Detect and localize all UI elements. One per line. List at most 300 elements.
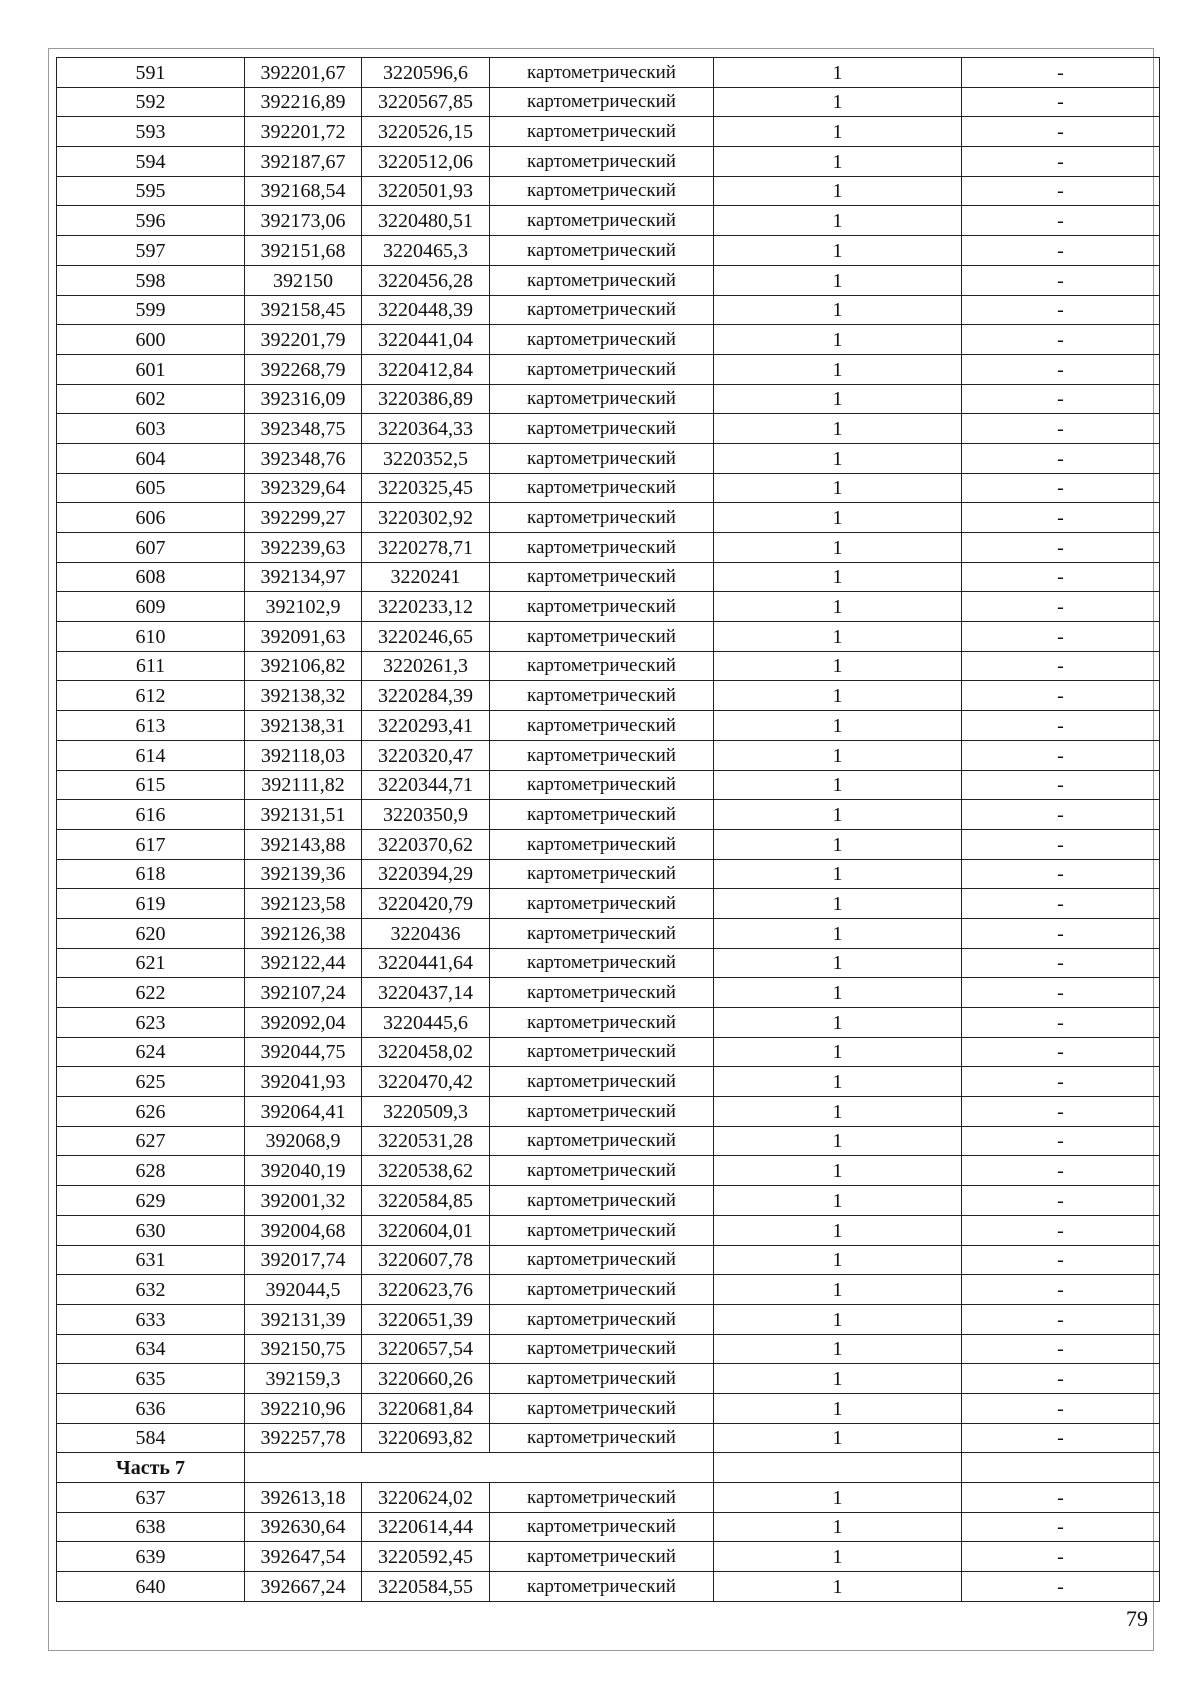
y-coordinate-cell: 3220501,93: [362, 176, 490, 206]
x-coordinate-cell: 392118,03: [245, 740, 362, 770]
precision-cell: 1: [714, 681, 962, 711]
note-cell: -: [962, 206, 1160, 236]
method-cell: картометрический: [490, 1245, 714, 1275]
y-coordinate-cell: 3220325,45: [362, 473, 490, 503]
note-cell: -: [962, 1423, 1160, 1453]
x-coordinate-cell: 392001,32: [245, 1186, 362, 1216]
y-coordinate-cell: 3220352,5: [362, 443, 490, 473]
point-number-cell: 624: [57, 1037, 245, 1067]
table-row: [57, 443, 1160, 473]
table-row: [57, 622, 1160, 652]
precision-cell: 1: [714, 740, 962, 770]
note-cell: -: [962, 740, 1160, 770]
x-coordinate-cell: 392138,32: [245, 681, 362, 711]
note-cell: -: [962, 1542, 1160, 1572]
method-cell: картометрический: [490, 473, 714, 503]
method-cell: картометрический: [490, 1186, 714, 1216]
note-cell: -: [962, 1483, 1160, 1513]
method-cell: картометрический: [490, 1097, 714, 1127]
note-cell: -: [962, 1304, 1160, 1334]
method-cell: картометрический: [490, 740, 714, 770]
method-cell: картометрический: [490, 1126, 714, 1156]
point-number-cell: 594: [57, 147, 245, 177]
precision-cell: 1: [714, 1334, 962, 1364]
x-coordinate-cell: 392126,38: [245, 918, 362, 948]
table-row: [57, 206, 1160, 236]
method-cell: картометрический: [490, 265, 714, 295]
method-cell: картометрический: [490, 889, 714, 919]
x-coordinate-cell: 392348,76: [245, 443, 362, 473]
precision-cell: 1: [714, 1245, 962, 1275]
note-cell: -: [962, 859, 1160, 889]
note-cell: -: [962, 711, 1160, 741]
y-coordinate-cell: 3220681,84: [362, 1393, 490, 1423]
precision-cell: 1: [714, 206, 962, 236]
y-coordinate-cell: 3220470,42: [362, 1067, 490, 1097]
table-row: [57, 1126, 1160, 1156]
y-coordinate-cell: 3220394,29: [362, 859, 490, 889]
note-cell: -: [962, 533, 1160, 563]
method-cell: картометрический: [490, 1304, 714, 1334]
coordinates-table: [56, 57, 1160, 1602]
table-row: [57, 948, 1160, 978]
x-coordinate-cell: 392041,93: [245, 1067, 362, 1097]
x-coordinate-cell: 392150,75: [245, 1334, 362, 1364]
note-cell: -: [962, 1364, 1160, 1394]
precision-cell: 1: [714, 1186, 962, 1216]
note-cell: -: [962, 147, 1160, 177]
precision-cell: 1: [714, 1037, 962, 1067]
note-cell: -: [962, 1245, 1160, 1275]
empty-cell: [962, 1453, 1160, 1483]
point-number-cell: 600: [57, 325, 245, 355]
table-row: [57, 592, 1160, 622]
note-cell: -: [962, 58, 1160, 88]
precision-cell: 1: [714, 829, 962, 859]
x-coordinate-cell: 392159,3: [245, 1364, 362, 1394]
y-coordinate-cell: 3220651,39: [362, 1304, 490, 1334]
table-row: [57, 1423, 1160, 1453]
y-coordinate-cell: 3220441,64: [362, 948, 490, 978]
y-coordinate-cell: 3220370,62: [362, 829, 490, 859]
point-number-cell: 602: [57, 384, 245, 414]
precision-cell: 1: [714, 1542, 962, 1572]
precision-cell: 1: [714, 384, 962, 414]
empty-cell: [245, 1453, 714, 1483]
precision-cell: 1: [714, 651, 962, 681]
method-cell: картометрический: [490, 1393, 714, 1423]
note-cell: -: [962, 384, 1160, 414]
y-coordinate-cell: 3220456,28: [362, 265, 490, 295]
point-number-cell: 627: [57, 1126, 245, 1156]
point-number-cell: 604: [57, 443, 245, 473]
point-number-cell: 638: [57, 1512, 245, 1542]
precision-cell: 1: [714, 889, 962, 919]
empty-cell: [714, 1453, 962, 1483]
precision-cell: 1: [714, 414, 962, 444]
note-cell: -: [962, 236, 1160, 266]
table-row: [57, 1483, 1160, 1513]
table-row: [57, 58, 1160, 88]
point-number-cell: 614: [57, 740, 245, 770]
note-cell: -: [962, 1037, 1160, 1067]
method-cell: картометрический: [490, 948, 714, 978]
point-number-cell: 628: [57, 1156, 245, 1186]
precision-cell: 1: [714, 562, 962, 592]
precision-cell: 1: [714, 918, 962, 948]
y-coordinate-cell: 3220320,47: [362, 740, 490, 770]
point-number-cell: 595: [57, 176, 245, 206]
point-number-cell: 620: [57, 918, 245, 948]
x-coordinate-cell: 392134,97: [245, 562, 362, 592]
precision-cell: 1: [714, 1126, 962, 1156]
note-cell: -: [962, 622, 1160, 652]
point-number-cell: 601: [57, 354, 245, 384]
method-cell: картометрический: [490, 117, 714, 147]
x-coordinate-cell: 392216,89: [245, 87, 362, 117]
point-number-cell: 630: [57, 1215, 245, 1245]
table-row: [57, 414, 1160, 444]
y-coordinate-cell: 3220436: [362, 918, 490, 948]
precision-cell: 1: [714, 147, 962, 177]
table-row: [57, 918, 1160, 948]
note-cell: -: [962, 1393, 1160, 1423]
point-number-cell: 619: [57, 889, 245, 919]
x-coordinate-cell: 392122,44: [245, 948, 362, 978]
table-row: [57, 1156, 1160, 1186]
table-row: [57, 1008, 1160, 1038]
table-row: [57, 1186, 1160, 1216]
table-row: [57, 147, 1160, 177]
y-coordinate-cell: 3220538,62: [362, 1156, 490, 1186]
point-number-cell: 591: [57, 58, 245, 88]
table-row: [57, 176, 1160, 206]
y-coordinate-cell: 3220350,9: [362, 800, 490, 830]
note-cell: -: [962, 354, 1160, 384]
method-cell: картометрический: [490, 1156, 714, 1186]
table-row: [57, 800, 1160, 830]
precision-cell: 1: [714, 176, 962, 206]
y-coordinate-cell: 3220604,01: [362, 1215, 490, 1245]
precision-cell: 1: [714, 503, 962, 533]
y-coordinate-cell: 3220364,33: [362, 414, 490, 444]
point-number-cell: 635: [57, 1364, 245, 1394]
note-cell: -: [962, 889, 1160, 919]
method-cell: картометрический: [490, 1215, 714, 1245]
point-number-cell: 633: [57, 1304, 245, 1334]
precision-cell: 1: [714, 58, 962, 88]
part-header-row: [57, 1453, 1160, 1483]
page-number: 79: [1126, 1606, 1148, 1631]
x-coordinate-cell: 392123,58: [245, 889, 362, 919]
precision-cell: 1: [714, 1156, 962, 1186]
point-number-cell: 606: [57, 503, 245, 533]
point-number-cell: 634: [57, 1334, 245, 1364]
method-cell: картометрический: [490, 1008, 714, 1038]
precision-cell: 1: [714, 592, 962, 622]
note-cell: -: [962, 948, 1160, 978]
y-coordinate-cell: 3220241: [362, 562, 490, 592]
method-cell: картометрический: [490, 206, 714, 236]
x-coordinate-cell: 392201,79: [245, 325, 362, 355]
y-coordinate-cell: 3220344,71: [362, 770, 490, 800]
note-cell: -: [962, 651, 1160, 681]
precision-cell: 1: [714, 1512, 962, 1542]
table-row: [57, 1334, 1160, 1364]
table-row: [57, 1097, 1160, 1127]
method-cell: картометрический: [490, 1483, 714, 1513]
x-coordinate-cell: 392667,24: [245, 1572, 362, 1602]
x-coordinate-cell: 392210,96: [245, 1393, 362, 1423]
x-coordinate-cell: 392613,18: [245, 1483, 362, 1513]
precision-cell: 1: [714, 1364, 962, 1394]
precision-cell: 1: [714, 1304, 962, 1334]
y-coordinate-cell: 3220567,85: [362, 87, 490, 117]
precision-cell: 1: [714, 859, 962, 889]
x-coordinate-cell: 392151,68: [245, 236, 362, 266]
point-number-cell: 599: [57, 295, 245, 325]
point-number-cell: 631: [57, 1245, 245, 1275]
precision-cell: 1: [714, 265, 962, 295]
precision-cell: 1: [714, 1572, 962, 1602]
note-cell: -: [962, 1156, 1160, 1186]
precision-cell: 1: [714, 295, 962, 325]
point-number-cell: 617: [57, 829, 245, 859]
note-cell: -: [962, 1215, 1160, 1245]
table-row: [57, 1512, 1160, 1542]
y-coordinate-cell: 3220445,6: [362, 1008, 490, 1038]
point-number-cell: 592: [57, 87, 245, 117]
y-coordinate-cell: 3220596,6: [362, 58, 490, 88]
point-number-cell: 613: [57, 711, 245, 741]
y-coordinate-cell: 3220624,02: [362, 1483, 490, 1513]
note-cell: -: [962, 1097, 1160, 1127]
precision-cell: 1: [714, 1423, 962, 1453]
y-coordinate-cell: 3220509,3: [362, 1097, 490, 1127]
table-row: [57, 889, 1160, 919]
y-coordinate-cell: 3220526,15: [362, 117, 490, 147]
note-cell: -: [962, 473, 1160, 503]
note-cell: -: [962, 829, 1160, 859]
point-number-cell: 597: [57, 236, 245, 266]
table-row: [57, 1393, 1160, 1423]
x-coordinate-cell: 392257,78: [245, 1423, 362, 1453]
point-number-cell: 616: [57, 800, 245, 830]
x-coordinate-cell: 392091,63: [245, 622, 362, 652]
method-cell: картометрический: [490, 384, 714, 414]
note-cell: -: [962, 503, 1160, 533]
method-cell: картометрический: [490, 562, 714, 592]
note-cell: -: [962, 414, 1160, 444]
point-number-cell: 626: [57, 1097, 245, 1127]
precision-cell: 1: [714, 800, 962, 830]
method-cell: картометрический: [490, 443, 714, 473]
note-cell: -: [962, 592, 1160, 622]
y-coordinate-cell: 3220302,92: [362, 503, 490, 533]
method-cell: картометрический: [490, 354, 714, 384]
x-coordinate-cell: 392040,19: [245, 1156, 362, 1186]
table-row: [57, 1364, 1160, 1394]
note-cell: -: [962, 978, 1160, 1008]
y-coordinate-cell: 3220584,55: [362, 1572, 490, 1602]
y-coordinate-cell: 3220660,26: [362, 1364, 490, 1394]
precision-cell: 1: [714, 354, 962, 384]
table-row: [57, 265, 1160, 295]
table-row: [57, 651, 1160, 681]
precision-cell: 1: [714, 325, 962, 355]
point-number-cell: 621: [57, 948, 245, 978]
precision-cell: 1: [714, 1067, 962, 1097]
note-cell: -: [962, 1126, 1160, 1156]
y-coordinate-cell: 3220246,65: [362, 622, 490, 652]
point-number-cell: 625: [57, 1067, 245, 1097]
x-coordinate-cell: 392106,82: [245, 651, 362, 681]
method-cell: картометрический: [490, 1542, 714, 1572]
note-cell: -: [962, 1334, 1160, 1364]
y-coordinate-cell: 3220261,3: [362, 651, 490, 681]
method-cell: картометрический: [490, 87, 714, 117]
x-coordinate-cell: 392158,45: [245, 295, 362, 325]
method-cell: картометрический: [490, 770, 714, 800]
method-cell: картометрический: [490, 414, 714, 444]
table-row: [57, 562, 1160, 592]
table-row: [57, 1304, 1160, 1334]
x-coordinate-cell: 392102,9: [245, 592, 362, 622]
x-coordinate-cell: 392107,24: [245, 978, 362, 1008]
method-cell: картометрический: [490, 918, 714, 948]
method-cell: картометрический: [490, 1067, 714, 1097]
method-cell: картометрический: [490, 1334, 714, 1364]
method-cell: картометрический: [490, 147, 714, 177]
precision-cell: 1: [714, 236, 962, 266]
point-number-cell: 640: [57, 1572, 245, 1602]
point-number-cell: 611: [57, 651, 245, 681]
y-coordinate-cell: 3220386,89: [362, 384, 490, 414]
x-coordinate-cell: 392329,64: [245, 473, 362, 503]
note-cell: -: [962, 1512, 1160, 1542]
method-cell: картометрический: [490, 1364, 714, 1394]
table-row: [57, 1275, 1160, 1305]
y-coordinate-cell: 3220592,45: [362, 1542, 490, 1572]
precision-cell: 1: [714, 473, 962, 503]
y-coordinate-cell: 3220623,76: [362, 1275, 490, 1305]
y-coordinate-cell: 3220448,39: [362, 295, 490, 325]
note-cell: -: [962, 87, 1160, 117]
point-number-cell: 612: [57, 681, 245, 711]
table-row: [57, 978, 1160, 1008]
point-number-cell: 598: [57, 265, 245, 295]
x-coordinate-cell: 392044,5: [245, 1275, 362, 1305]
point-number-cell: 623: [57, 1008, 245, 1038]
x-coordinate-cell: 392017,74: [245, 1245, 362, 1275]
precision-cell: 1: [714, 978, 962, 1008]
y-coordinate-cell: 3220233,12: [362, 592, 490, 622]
precision-cell: 1: [714, 948, 962, 978]
point-number-cell: 603: [57, 414, 245, 444]
point-number-cell: 636: [57, 1393, 245, 1423]
method-cell: картометрический: [490, 295, 714, 325]
point-number-cell: 618: [57, 859, 245, 889]
x-coordinate-cell: 392268,79: [245, 354, 362, 384]
precision-cell: 1: [714, 622, 962, 652]
note-cell: -: [962, 681, 1160, 711]
y-coordinate-cell: 3220512,06: [362, 147, 490, 177]
y-coordinate-cell: 3220293,41: [362, 711, 490, 741]
y-coordinate-cell: 3220607,78: [362, 1245, 490, 1275]
table-row: [57, 829, 1160, 859]
method-cell: картометрический: [490, 829, 714, 859]
table-row: [57, 87, 1160, 117]
precision-cell: 1: [714, 1393, 962, 1423]
method-cell: картометрический: [490, 533, 714, 563]
point-number-cell: 607: [57, 533, 245, 563]
coordinates-table-body: [57, 58, 1160, 1602]
method-cell: картометрический: [490, 592, 714, 622]
note-cell: -: [962, 325, 1160, 355]
point-number-cell: 605: [57, 473, 245, 503]
x-coordinate-cell: 392630,64: [245, 1512, 362, 1542]
y-coordinate-cell: 3220531,28: [362, 1126, 490, 1156]
note-cell: -: [962, 1186, 1160, 1216]
y-coordinate-cell: 3220480,51: [362, 206, 490, 236]
table-row: [57, 1215, 1160, 1245]
table-row: [57, 503, 1160, 533]
y-coordinate-cell: 3220437,14: [362, 978, 490, 1008]
point-number-cell: 593: [57, 117, 245, 147]
note-cell: -: [962, 295, 1160, 325]
method-cell: картометрический: [490, 681, 714, 711]
table-row: [57, 859, 1160, 889]
table-row: [57, 384, 1160, 414]
note-cell: -: [962, 1275, 1160, 1305]
point-number-cell: 639: [57, 1542, 245, 1572]
point-number-cell: 608: [57, 562, 245, 592]
x-coordinate-cell: 392201,72: [245, 117, 362, 147]
point-number-cell: 584: [57, 1423, 245, 1453]
note-cell: -: [962, 176, 1160, 206]
x-coordinate-cell: 392299,27: [245, 503, 362, 533]
point-number-cell: 632: [57, 1275, 245, 1305]
method-cell: картометрический: [490, 711, 714, 741]
x-coordinate-cell: 392131,51: [245, 800, 362, 830]
x-coordinate-cell: 392150: [245, 265, 362, 295]
note-cell: -: [962, 770, 1160, 800]
x-coordinate-cell: 392131,39: [245, 1304, 362, 1334]
x-coordinate-cell: 392143,88: [245, 829, 362, 859]
note-cell: -: [962, 117, 1160, 147]
precision-cell: 1: [714, 1275, 962, 1305]
x-coordinate-cell: 392168,54: [245, 176, 362, 206]
precision-cell: 1: [714, 1483, 962, 1513]
y-coordinate-cell: 3220465,3: [362, 236, 490, 266]
note-cell: -: [962, 1572, 1160, 1602]
x-coordinate-cell: 392004,68: [245, 1215, 362, 1245]
part-label: Часть 7: [57, 1453, 245, 1483]
table-row: [57, 770, 1160, 800]
x-coordinate-cell: 392044,75: [245, 1037, 362, 1067]
x-coordinate-cell: 392064,41: [245, 1097, 362, 1127]
table-row: [57, 473, 1160, 503]
table-row: [57, 681, 1160, 711]
y-coordinate-cell: 3220284,39: [362, 681, 490, 711]
x-coordinate-cell: 392139,36: [245, 859, 362, 889]
table-row: [57, 354, 1160, 384]
x-coordinate-cell: 392239,63: [245, 533, 362, 563]
x-coordinate-cell: 392173,06: [245, 206, 362, 236]
point-number-cell: 622: [57, 978, 245, 1008]
precision-cell: 1: [714, 87, 962, 117]
note-cell: -: [962, 800, 1160, 830]
